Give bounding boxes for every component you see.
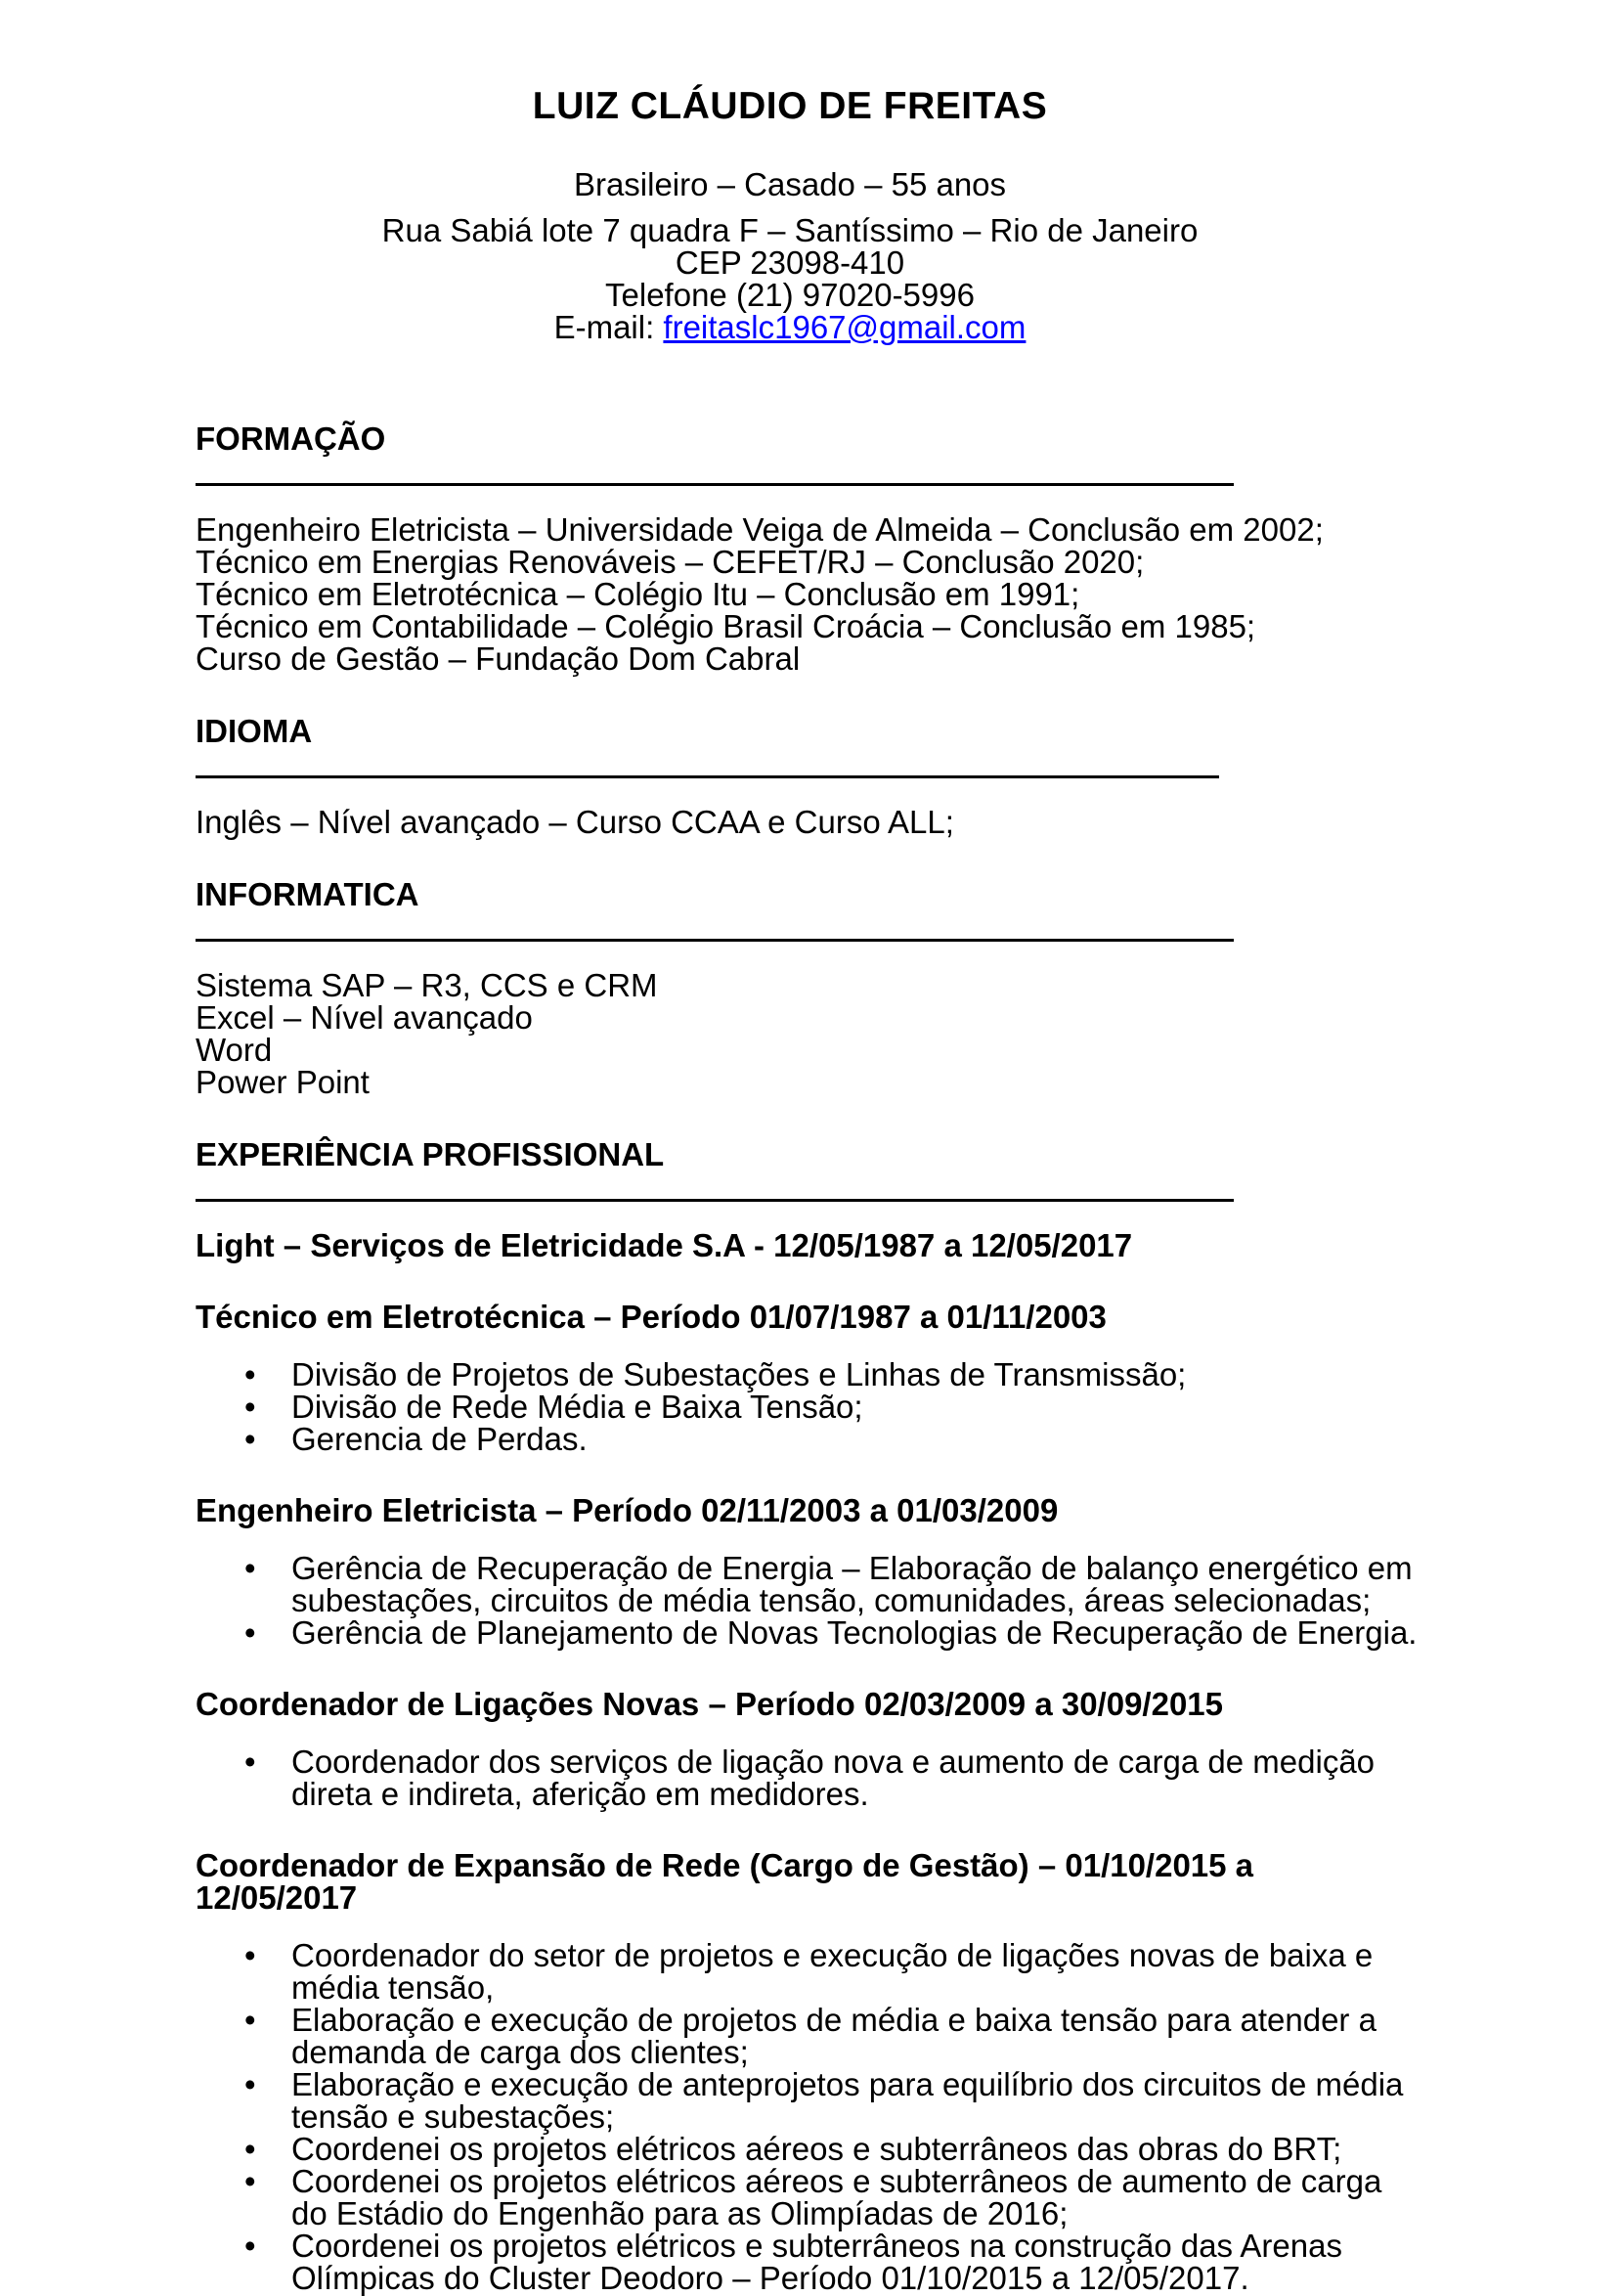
section-formacao [196, 421, 1421, 675]
role-title: Técnico em Eletrotécnica – Período 01/07/1987 a 01/11/2003 [196, 1299, 1107, 1335]
bullet-item: • Gerência de Planejamento de Novas Tecnologias de Recuperação de Energia. [291, 1616, 1421, 1649]
section-heading-idioma: IDIOMA [196, 713, 313, 749]
software-item: Sistema SAP – R3, CCS e CRM [196, 967, 658, 1003]
section-rule-experiencia [196, 1199, 1234, 1202]
role-block-tecnico-eletrotecnica [196, 1301, 1421, 1455]
section-heading-experiencia: EXPERIÊNCIA PROFISSIONAL [196, 1136, 665, 1172]
company-line: Light – Serviços de Eletricidade S.A - 12/05/1987 a 12/05/2017 [196, 1227, 1133, 1263]
education-item: Engenheiro Eletricista – Universidade Veiga de Almeida – Conclusão em 2002; [196, 511, 1324, 548]
software-item: Excel – Nível avançado [196, 999, 533, 1036]
cep-line: CEP 23098-410 [675, 244, 905, 281]
person-name: LUIZ CLÁUDIO DE FREITAS [532, 85, 1048, 127]
section-experiencia [196, 1137, 1421, 2294]
section-idioma [196, 714, 1421, 838]
bullet-item: • Gerencia de Perdas. [291, 1423, 1421, 1455]
role-title: Engenheiro Eletricista – Período 02/11/2003 a 01/03/2009 [196, 1492, 1059, 1528]
contact-block [196, 214, 1384, 343]
section-heading-formacao: FORMAÇÃO [196, 420, 386, 457]
role-bullets [196, 1358, 1421, 1455]
education-item: Curso de Gestão – Fundação Dom Cabral [196, 640, 801, 677]
bullet-item: • Coordenei os projetos elétricos aéreos e subterrâneos das obras do BRT; [291, 2133, 1421, 2165]
education-item: Técnico em Eletrotécnica – Colégio Itu – Conclusão em 1991; [196, 576, 1080, 612]
email-link[interactable]: freitaslc1967@gmail.com [663, 309, 1027, 345]
section-rule-idioma [196, 775, 1219, 778]
role-title: Coordenador de Expansão de Rede (Cargo de Gestão) – 01/10/2015 a 12/05/2017 [196, 1847, 1254, 1916]
software-item: Word [196, 1032, 273, 1068]
bullet-item: • Elaboração e execução de anteprojetos para equilíbrio dos circuitos de média tensão e subestações; [291, 2068, 1421, 2133]
email-line [196, 311, 1384, 343]
education-item: Técnico em Contabilidade – Colégio Brasil Croácia – Conclusão em 1985; [196, 608, 1256, 644]
section-rule-formacao [196, 483, 1234, 486]
section-heading-informatica: INFORMATICA [196, 876, 419, 912]
software-item: Power Point [196, 1064, 370, 1100]
bullet-item: • Coordenei os projetos elétricos e subterrâneos na construção das Arenas Olímpicas do Cluster Deodoro – Período 01/10/2015 a 12/05/2017. [291, 2230, 1421, 2294]
personal-status-line: Brasileiro – Casado – 55 anos [573, 166, 1007, 202]
role-bullets [196, 1552, 1421, 1649]
role-block-coordenador-expansao-rede [196, 1849, 1421, 2294]
bullet-item: • Gerência de Recuperação de Energia – Elaboração de balanço energético em subestações, circuitos de média tensão, comunidades, áreas selecionadas; [291, 1552, 1421, 1616]
role-title: Coordenador de Ligações Novas – Período 02/03/2009 a 30/09/2015 [196, 1686, 1224, 1722]
section-informatica [196, 877, 1421, 1098]
bullet-item: • Elaboração e execução de projetos de média e baixa tensão para atender a demanda de carga dos clientes; [291, 2004, 1421, 2068]
role-bullets [196, 1939, 1421, 2294]
address-line: Rua Sabiá lote 7 quadra F – Santíssimo – Rio de Janeiro [381, 212, 1199, 248]
role-block-coordenador-ligacoes-novas [196, 1688, 1421, 1810]
bullet-item: • Coordenei os projetos elétricos aéreos e subterrâneos de aumento de carga do Estádio do Engenhão para as Olimpíadas de 2016; [291, 2165, 1421, 2230]
role-bullets [196, 1745, 1421, 1810]
role-block-engenheiro-eletricista [196, 1494, 1421, 1649]
bullet-item: • Divisão de Projetos de Subestações e Linhas de Transmissão; [291, 1358, 1421, 1391]
bullet-item: • Coordenador do setor de projetos e execução de ligações novas de baixa e média tensão, [291, 1939, 1421, 2004]
language-item: Inglês – Nível avançado – Curso CCAA e Curso ALL; [196, 804, 954, 840]
email-label: E-mail: [553, 309, 664, 345]
section-rule-informatica [196, 939, 1234, 942]
bullet-item: • Coordenador dos serviços de ligação nova e aumento de carga de medição direta e indireta, aferição em medidores. [291, 1745, 1421, 1810]
phone-line: Telefone (21) 97020-5996 [605, 277, 975, 313]
resume-header [196, 84, 1384, 343]
bullet-item: • Divisão de Rede Média e Baixa Tensão; [291, 1391, 1421, 1423]
education-item: Técnico em Energias Renováveis – CEFET/RJ – Conclusão 2020; [196, 544, 1145, 580]
